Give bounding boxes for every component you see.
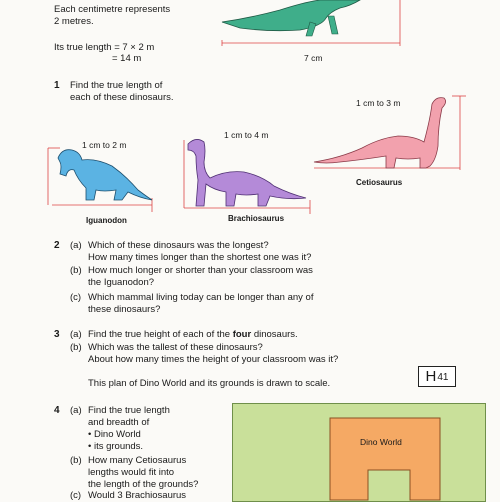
q2-c-line-1: Which mammal living today can be longer than any of	[88, 292, 314, 303]
q3-a-label: (a)	[70, 329, 82, 340]
q4-b-label: (b)	[70, 455, 82, 466]
q1-number: 1	[54, 80, 60, 91]
iguanodon-scale: 1 cm to 2 m	[82, 140, 127, 150]
cetiosaurus-name: Cetiosaurus	[356, 178, 403, 187]
q4-b-line-1: How many Cetiosaurus	[88, 455, 187, 466]
brachiosaurus-scale: 1 cm to 4 m	[224, 130, 269, 140]
cetiosaurus-scale: 1 cm to 3 m	[356, 98, 401, 108]
q3-b-line-2: About how many times the height of your classroom was it?	[88, 354, 339, 365]
q1-line-1: Find the true length of	[70, 80, 163, 91]
q2-c-line-2: these dinosaurs?	[88, 304, 161, 315]
q4-a-line-1: Find the true length	[88, 405, 170, 416]
intro-calc-2: = 14 m	[112, 53, 142, 64]
intro-line-1: Each centimetre represents	[54, 4, 171, 15]
plan-description: This plan of Dino World and its grounds is drawn to scale.	[88, 378, 331, 389]
q4-b-line-2: lengths would fit into	[88, 467, 175, 478]
badge-number: 41	[437, 372, 449, 383]
intro-dim-label: 7 cm	[304, 53, 323, 63]
q2-b-line-2: the Iguanodon?	[88, 277, 155, 288]
q2-b-label: (b)	[70, 265, 82, 276]
q1-line-2: each of these dinosaurs.	[70, 92, 174, 103]
q3-a-bold: four	[232, 329, 252, 340]
q4-a-line-2: and breadth of	[88, 417, 150, 428]
q2-a-line-2: How many times longer than the shortest one was it?	[88, 252, 312, 263]
q3-a-post: dinosaurs.	[251, 329, 298, 340]
q2-number: 2	[54, 240, 60, 251]
q3-a-pre: Find the true height of each of the	[88, 329, 233, 340]
brachiosaurus-name: Brachiosaurus	[228, 214, 285, 223]
iguanodon-name: Iguanodon	[86, 216, 127, 225]
intro-calc-1: Its true length = 7 × 2 m	[54, 42, 155, 53]
q3-b-label: (b)	[70, 342, 82, 353]
q2-b-line-1: How much longer or shorter than your classroom was	[88, 265, 313, 276]
q4-a-line-3: • Dino World	[88, 429, 141, 440]
q2-a-line-1: Which of these dinosaurs was the longest?	[88, 240, 269, 251]
q3-number: 3	[54, 329, 60, 340]
badge-letter: H	[425, 368, 437, 385]
q4-number: 4	[54, 405, 60, 416]
q2-c-label: (c)	[70, 292, 82, 303]
q4-a-label: (a)	[70, 405, 82, 416]
q4-c-label: (c)	[70, 490, 82, 501]
q4-b-line-3: the length of the grounds?	[88, 479, 199, 490]
intro-line-2: 2 metres.	[54, 16, 94, 27]
dino-world-label: Dino World	[360, 437, 402, 447]
q2-a-label: (a)	[70, 240, 82, 251]
q4-a-line-4: • its grounds.	[88, 441, 144, 452]
q4-c-line-1: Would 3 Brachiosaurus	[88, 490, 187, 501]
q3-b-line-1: Which was the tallest of these dinosaurs?	[88, 342, 263, 353]
